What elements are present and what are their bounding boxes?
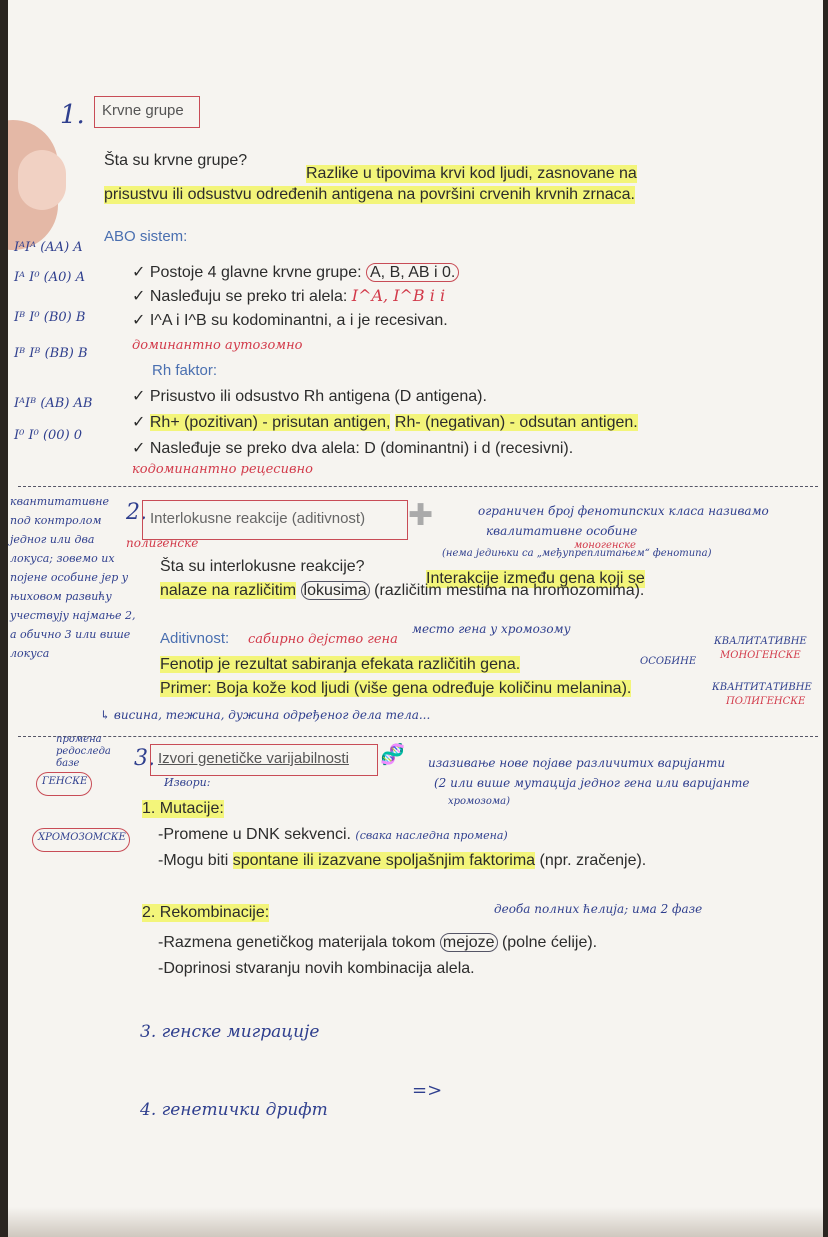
example-note: ↳ висина, тежина, дужина одређеног дела тела... <box>100 708 431 722</box>
s3-right-note2: (2 или више мутација једног гена или варијанте <box>434 776 750 790</box>
genotype-1: IᴬIᴬ (AA) A <box>14 240 83 255</box>
section3-title: Izvori genetičke varijabilnosti <box>158 750 349 767</box>
dna-icon: 🧬 <box>380 744 405 766</box>
abo-label: ABO sistem: <box>104 228 188 245</box>
s3-right-note3: хромозома) <box>448 796 511 807</box>
mono-note2: МОНОГЕНСКЕ <box>720 650 801 661</box>
base-order-note: промена редоследа базе <box>56 734 111 769</box>
section1-number: 1. <box>60 100 85 130</box>
plus-icon: ✚ <box>408 499 434 532</box>
section1-title: Krvne grupe <box>102 102 184 119</box>
codominant-note: кодоминантно рецесивно <box>132 462 313 477</box>
mutacije-2: -Mogu biti spontane ili izazvane spoljašnjim faktorima (npr. zračenje). <box>158 852 647 869</box>
rekombinacije-2: -Doprinosi stvaranju novih kombinacija alela. <box>158 960 475 977</box>
genotype-4: Iᴮ Iᴮ (BB) B <box>14 346 88 361</box>
kvant-note: КВАНТИТАТИВНЕ <box>712 682 812 693</box>
rh-bullet2: ✓ Rh+ (pozitivan) - prisutan antigen, Rh- (negativan) - odsutan antigen. <box>132 414 638 431</box>
right-note-2: квалитативне особине <box>486 524 638 538</box>
osobine-note: ОСОБИНЕ <box>640 656 697 667</box>
blood-groups: A, B, AB i 0. <box>366 263 459 282</box>
arrow-note: => <box>412 1080 443 1101</box>
genotype-3: Iᴮ I⁰ (B0) B <box>14 310 86 325</box>
dominant-note: доминантно аутозомно <box>132 338 303 353</box>
page-shadow <box>8 1207 823 1237</box>
mutacije-label: 1. Mutacije: <box>142 800 224 817</box>
genotype-2: Iᴬ I⁰ (A0) A <box>14 270 85 285</box>
primer-line: Primer: Boja kože kod ljudi (više gena određuje količinu melanina). <box>160 680 632 697</box>
aditivnost-note: сабирно дејство гена <box>248 632 398 647</box>
abo-bullet3: ✓ I^A i I^B su kodominantni, a i je recesivan. <box>132 312 448 329</box>
poly-note2: ПОЛИГЕНСКЕ <box>726 696 806 707</box>
genotype-5: IᴬIᴮ (AB) AB <box>14 396 93 411</box>
abo-bullet2: ✓ Nasleđuju se preko tri alela: I^A, I^B i i <box>132 286 446 305</box>
section2-title: Interlokusne reakcije (aditivnost) <box>150 510 366 527</box>
rh-label: Rh faktor: <box>152 362 218 379</box>
item-3-migracije: 3. генске миграције <box>140 1022 320 1042</box>
fenotip-line: Fenotip je rezultat sabiranja efekata različitih gena. <box>160 656 521 673</box>
poly-note: полигенске <box>126 536 199 550</box>
rh-bullet3: ✓ Nasleđuje se preko dva alela: D (dominantni) i d (recesivni). <box>132 440 574 457</box>
hrom-label: ХРОМОЗОМСКЕ <box>38 832 126 843</box>
rh-bullet1: ✓ Prisustvo ili odsustvo Rh antigena (D antigena). <box>132 388 487 405</box>
mono-note: моногенске <box>574 540 636 551</box>
aditivnost-label: Aditivnost: <box>160 630 230 647</box>
divider-2 <box>18 736 818 737</box>
s2-answer-line1: Interakcije između gena koji se <box>426 570 645 587</box>
s1-question: Šta su krvne grupe? <box>104 152 248 169</box>
rekombinacije-1: -Razmena genetičkog materijala tokom mejoze (polne ćelije). <box>158 934 598 951</box>
lokus-note: место гена у хромозому <box>412 622 571 636</box>
right-note-1: ограничен број фенотипских класа називамо <box>478 504 769 518</box>
item-4-drift: 4. генетички дрифт <box>140 1100 328 1120</box>
divider-1 <box>18 486 818 487</box>
thumbnail <box>18 150 66 210</box>
section2-number: 2. <box>126 500 147 525</box>
s2-answer-line2: nalaze na različitim lokusima (različitim mestima na hromozomima). <box>160 582 645 599</box>
s1-answer-line2: prisustvu ili odsustvu određenih antigena na površini crvenih krvnih zrnaca. <box>104 186 635 203</box>
left-note-quantitative: квантитативне под контролом једног или два локуса; зовемо их појене особине јер у њиховом развићу учествују најмање 2, а обично 3 или више локуса <box>10 495 136 660</box>
notes-page <box>8 0 823 1237</box>
rekombinacije-note: деоба полних ћелија; има 2 фазе <box>494 902 703 916</box>
genske-label: ГЕНСКЕ <box>42 776 88 787</box>
s3-right-note1: изазивање нове појаве различитих варијанти <box>428 756 726 770</box>
mutacije-1: -Promene u DNK sekvenci. (свака наследна промена) <box>158 826 508 843</box>
rekombinacije-label: 2. Rekombinacije: <box>142 904 270 921</box>
right-note-3: (нема једињки са „међупреплитањем“ фенотипа) <box>442 548 712 559</box>
izvori-note: Извори: <box>164 776 211 789</box>
abo-bullet1: ✓ Postoje 4 glavne krvne grupe: A, B, AB i 0. <box>132 262 459 282</box>
s2-question: Šta su interlokusne reakcije? <box>160 558 365 575</box>
section3-number: 3. <box>134 746 155 771</box>
genotype-6: I⁰ I⁰ (00) 0 <box>14 428 83 443</box>
s1-answer-line1: Razlike u tipovima krvi kod ljudi, zasnovane na <box>306 165 637 182</box>
kval-note: КВАЛИТАТИВНЕ <box>714 636 807 647</box>
